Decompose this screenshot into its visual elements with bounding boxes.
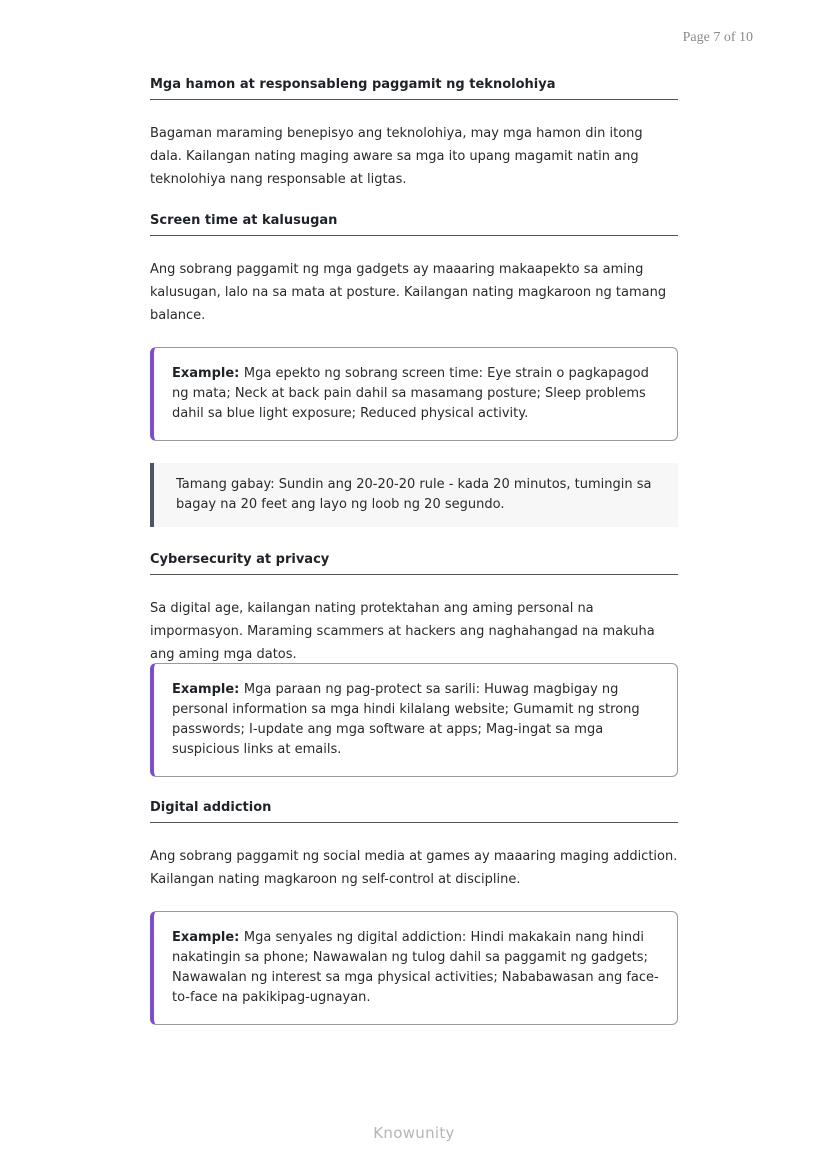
section-heading: Cybersecurity at privacy	[150, 552, 678, 575]
example-text: Mga epekto ng sobrang screen time: Eye strain o pagkapagod ng mata; Neck at back pain dahil sa masamang posture; Sleep problems dahil sa blue light exposure; Reduced physical activity.	[172, 366, 649, 421]
section-heading: Screen time at kalusugan	[150, 213, 678, 236]
example-label: Example:	[172, 930, 244, 945]
section-paragraph: Ang sobrang paggamit ng mga gadgets ay maaaring makaapekto sa aming kalusugan, lalo na sa mata at posture. Kailangan nating magkaroon ng tamang balance.	[150, 262, 667, 323]
example-label: Example:	[172, 682, 244, 697]
tip-box: Tamang gabay: Sundin ang 20-20-20 rule - kada 20 minutos, tumingin sa bagay na 20 feet ang layo ng loob ng 20 segundo.	[150, 463, 678, 527]
section-heading: Digital addiction	[150, 800, 678, 823]
section-paragraph: Ang sobrang paggamit ng social media at games ay maaaring maging addiction. Kailangan nating magkaroon ng self-control at discipline.	[150, 849, 678, 887]
example-box	[150, 347, 678, 441]
page-number: Page 7 of 10	[682, 30, 753, 45]
example-box	[150, 911, 678, 1025]
footer-brand: Knowunity	[373, 1124, 455, 1142]
section-heading: Mga hamon at responsableng paggamit ng teknolohiya	[150, 77, 678, 100]
example-label: Example:	[172, 366, 244, 381]
section-paragraph: Bagaman maraming benepisyo ang teknolohiya, may mga hamon din itong dala. Kailangan nating maging aware sa mga ito upang magamit natin ang teknolohiya nang responsable at ligtas.	[150, 126, 643, 187]
example-text: Mga paraan ng pag-protect sa sarili: Huwag magbigay ng personal information sa mga hindi kilalang website; Gumamit ng strong passwords; I-update ang mga software at apps; Mag-ingat sa mga suspicious links at emails.	[172, 682, 640, 757]
section-paragraph: Sa digital age, kailangan nating protektahan ang aming personal na impormasyon. Maraming scammers at hackers ang naghahangad na makuha ang aming mga datos.	[150, 601, 655, 662]
example-text: Mga senyales ng digital addiction: Hindi makakain nang hindi nakatingin sa phone; Nawawalan ng tulog dahil sa paggamit ng gadgets; Nawawalan ng interest sa mga physical activities; Nababawasan ang face-to-face na pakikipag-ugnayan.	[172, 930, 659, 1005]
example-box	[150, 663, 678, 777]
